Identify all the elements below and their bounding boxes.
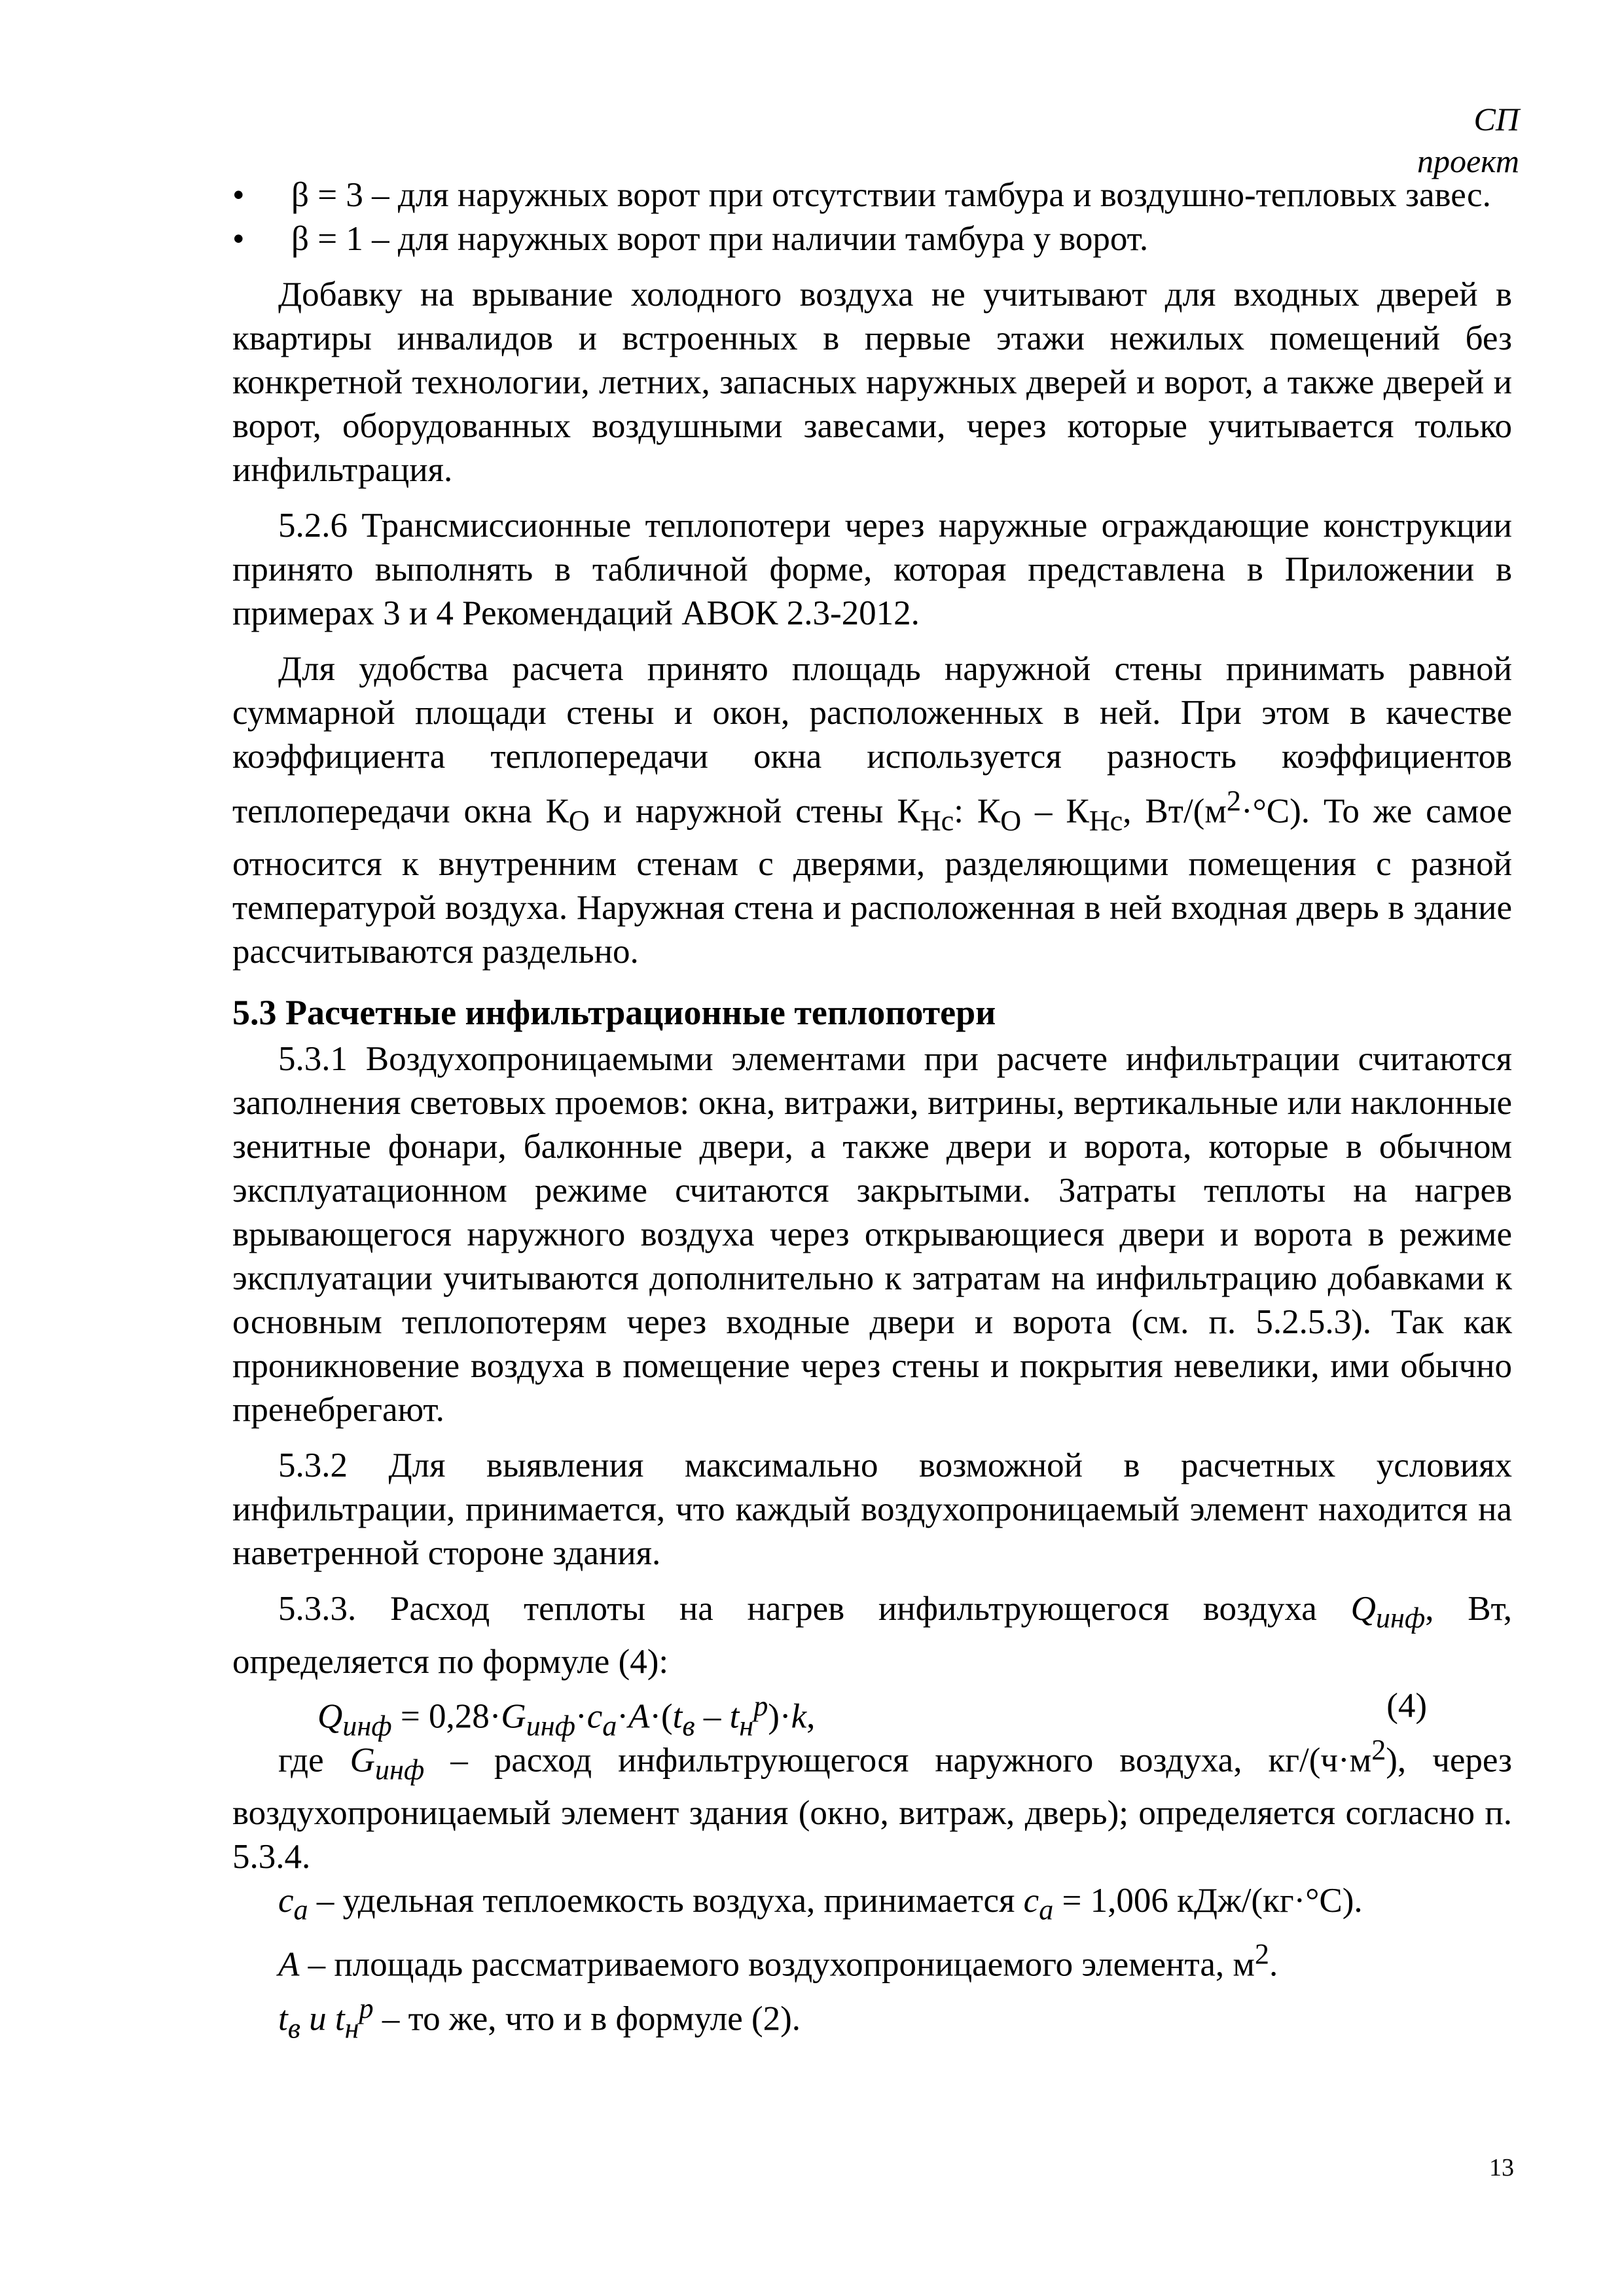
page-header [1417,98,1519,182]
paragraph-wall-area: Для удобства расчета принято площадь наружной стены принимать равной суммарной площади стены и окон, расположенных в ней. При этом в качестве коэффициента теплопередачи окна используется разность коэффициентов теплопередачи окна $К_О$ и наружной стены $К_{Нс}$: $К_О - К_{Нс}$, $Вт/(м^2\cdot^\circ С)$. То же самое относится к внутренним стенам с дверями, разделяющими помещения с разной температурой воздуха. Наружная стена и расположенная в ней входная дверь в здание рассчитываются раздельно. [232,650,1513,971]
definition-g-inf: где $G_{инф}$ – расход инфильтрующегося наружного воздуха, $кг/(ч\cdot м^2)$, через воздухопроницаемый элемент здания (окно, витраж, дверь); определяется согласно п. 5.3.4. [232,1733,1512,1876]
beta-list [232,173,1512,261]
definition-temperatures: $t_в$ и $t_н^р$ – то же, что и в формуле (2). [278,1992,801,2045]
header-code: СП [1473,101,1519,137]
definition-a: A – площадь рассматриваемого воздухопроницаемого элемента, $м^2$. [278,1937,1278,1984]
list-item-text: • β = 1 – для наружных ворот при наличии тамбура у ворот. [291,220,1149,258]
definition-ca: $c_a$ – удельная теплоемкость воздуха, принимается $c_a = 1,006$ кДж/(кг·°С). [278,1882,1363,1926]
page-content [232,173,1512,2051]
paragraph-5-3-2: 5.3.2 Для выявления максимально возможной в расчетных условиях инфильтрации, принимается, что каждый воздухопроницаемый элемент находится на наветренной стороне здания. [232,1446,1512,1573]
paragraph-5-3-1: 5.3.1 Воздухопроницаемыми элементами при расчете инфильтрации считаются заполнения световых проемов: окна, витражи, витрины, вертикальные или наклонные зенитные фонари, балконные двери, а также двери и ворота, которые в обычном эксплуатационном режиме считаются закрытыми. Затраты теплоты на нагрев врывающегося наружного воздуха через открывающиеся двери и ворота в режиме эксплуатации учитываются дополнительно к затратам на инфильтрацию добавками к основным теплопотерям через входные двери и ворота (см. п. 5.2.5.3). Так как проникновение воздуха в помещение через стены и покрытия невелики, ими обычно пренебрегают. [232,1040,1512,1429]
formula-number: (4) [1386,1686,1427,1725]
paragraph-5-2-6: 5.2.6 Трансмиссионные теплопотери через наружные ограждающие конструкции принято выполнять в табличной форме, которая представлена в Приложении в примерах 3 и 4 Рекомендаций АВОК 2.3-2012. [232,507,1512,632]
section-heading-5-3: 5.3 Расчетные инфильтрационные теплопотери [232,993,996,1033]
list-item [232,173,1512,217]
formula-4: $Q_{инф} = 0,28\cdot G_{инф}\cdot c_a\cdot A\cdot(t_в - t_н^р)\cdot k$, (4) [232,1684,1512,1728]
page-number: 13 [1489,2154,1514,2181]
paragraph-cold-air: Добавку на врывание холодного воздуха не учитывают для входных дверей в квартиры инвалидов и встроенных в первые этажи нежилых помещений без конкретной технологии, летних, запасных наружных дверей и ворот, а также дверей и ворот, оборудованных воздушными завесами, через которые учитывается только инфильтрация. [232,276,1512,489]
list-item [232,217,1512,261]
header-status: проект [1416,143,1519,179]
paragraph-5-3-3: 5.3.3. Расход теплоты на нагрев инфильтрующегося воздуха $Q_{инф}$, Вт, определяется по формуле (4): [232,1590,1512,1681]
list-item-text: • β = 3 – для наружных ворот при отсутствии тамбура и воздушно-тепловых завес. [291,176,1491,214]
